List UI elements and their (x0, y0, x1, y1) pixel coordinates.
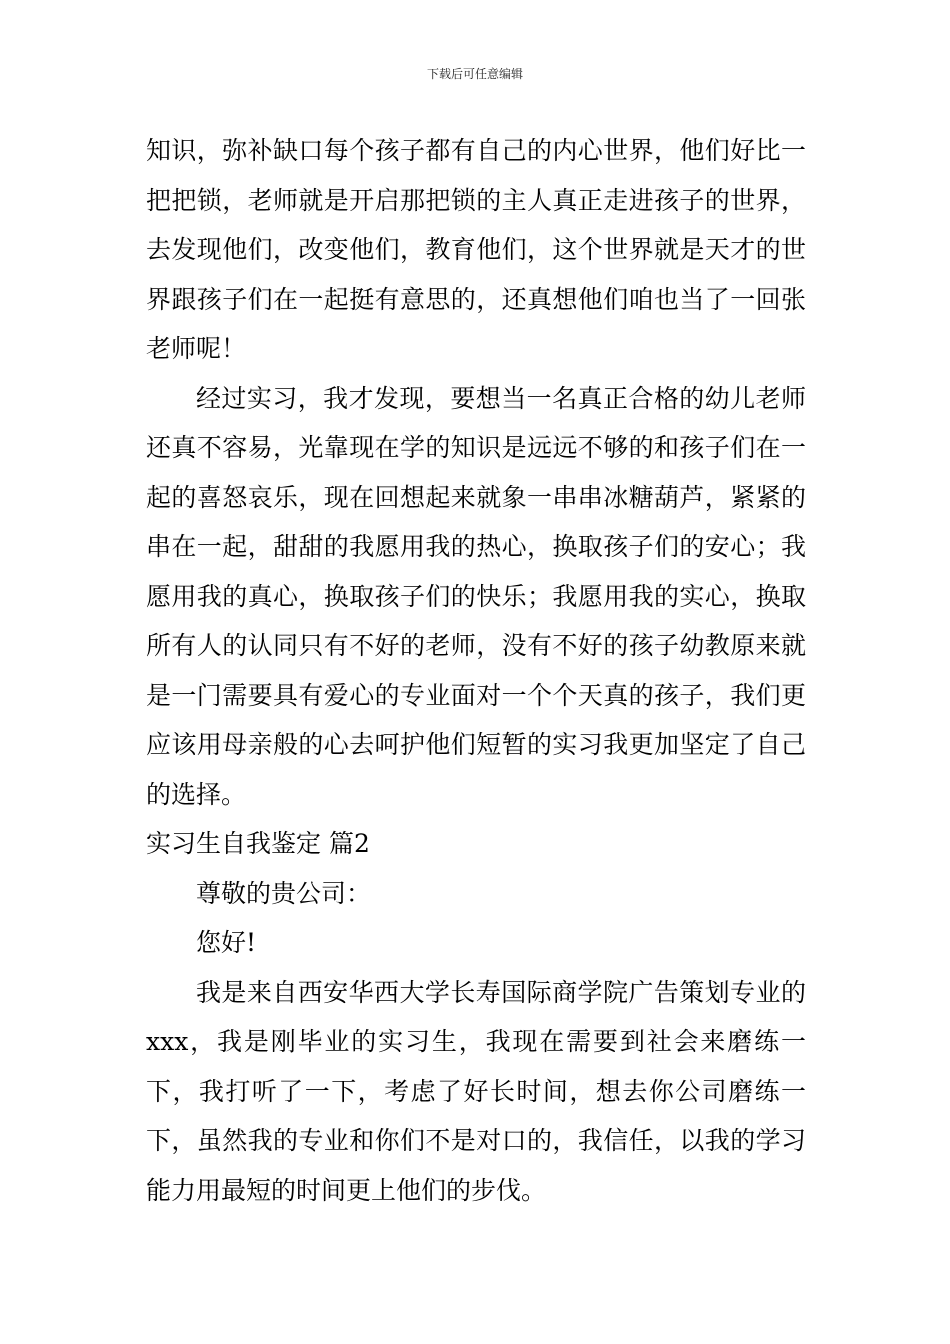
document-body (146, 126, 806, 1215)
section-title: 实习生自我鉴定 篇2 (146, 829, 370, 858)
paragraph-1: 知识，弥补缺口每个孩子都有自己的内心世界，他们好比一把把锁，老师就是开启那把锁的主人真正走进孩子的世界，去发现他们，改变他们，教育他们，这个世界就是天才的世界跟孩子们在一起挺有意思的，还真想他们咱也当了一回张老师呢！ (146, 136, 806, 363)
paragraph-2: 经过实习，我才发现，要想当一名真正合格的幼儿老师还真不容易，光靠现在学的知识是远远不够的和孩子们在一起的喜怒哀乐，现在回想起来就象一串串冰糖葫芦，紧紧的串在一起，甜甜的我愿用我的热心，换取孩子们的安心；我愿用我的真心，换取孩子们的快乐；我愿用我的实心，换取所有人的认同只有不好的老师，没有不好的孩子幼教原来就是一门需要具有爱心的专业面对一个个天真的孩子，我们更应该用母亲般的心去呵护他们短暂的实习我更加坚定了自己的选择。 (146, 383, 806, 809)
paragraph-3: 我是来自西安华西大学长寿国际商学院广告策划专业的xxx，我是刚毕业的实习生，我现在需要到社会来磨练一下，我打听了一下，考虑了好长时间，想去你公司磨练一下，虽然我的专业和你们不是对口的，我信任，以我的学习能力用最短的时间更上他们的步伐。 (146, 977, 806, 1205)
salutation: 尊敬的贵公司： (196, 878, 372, 908)
greeting: 您好! (196, 928, 257, 957)
page-header: 下载后可任意编辑 (426, 67, 523, 81)
